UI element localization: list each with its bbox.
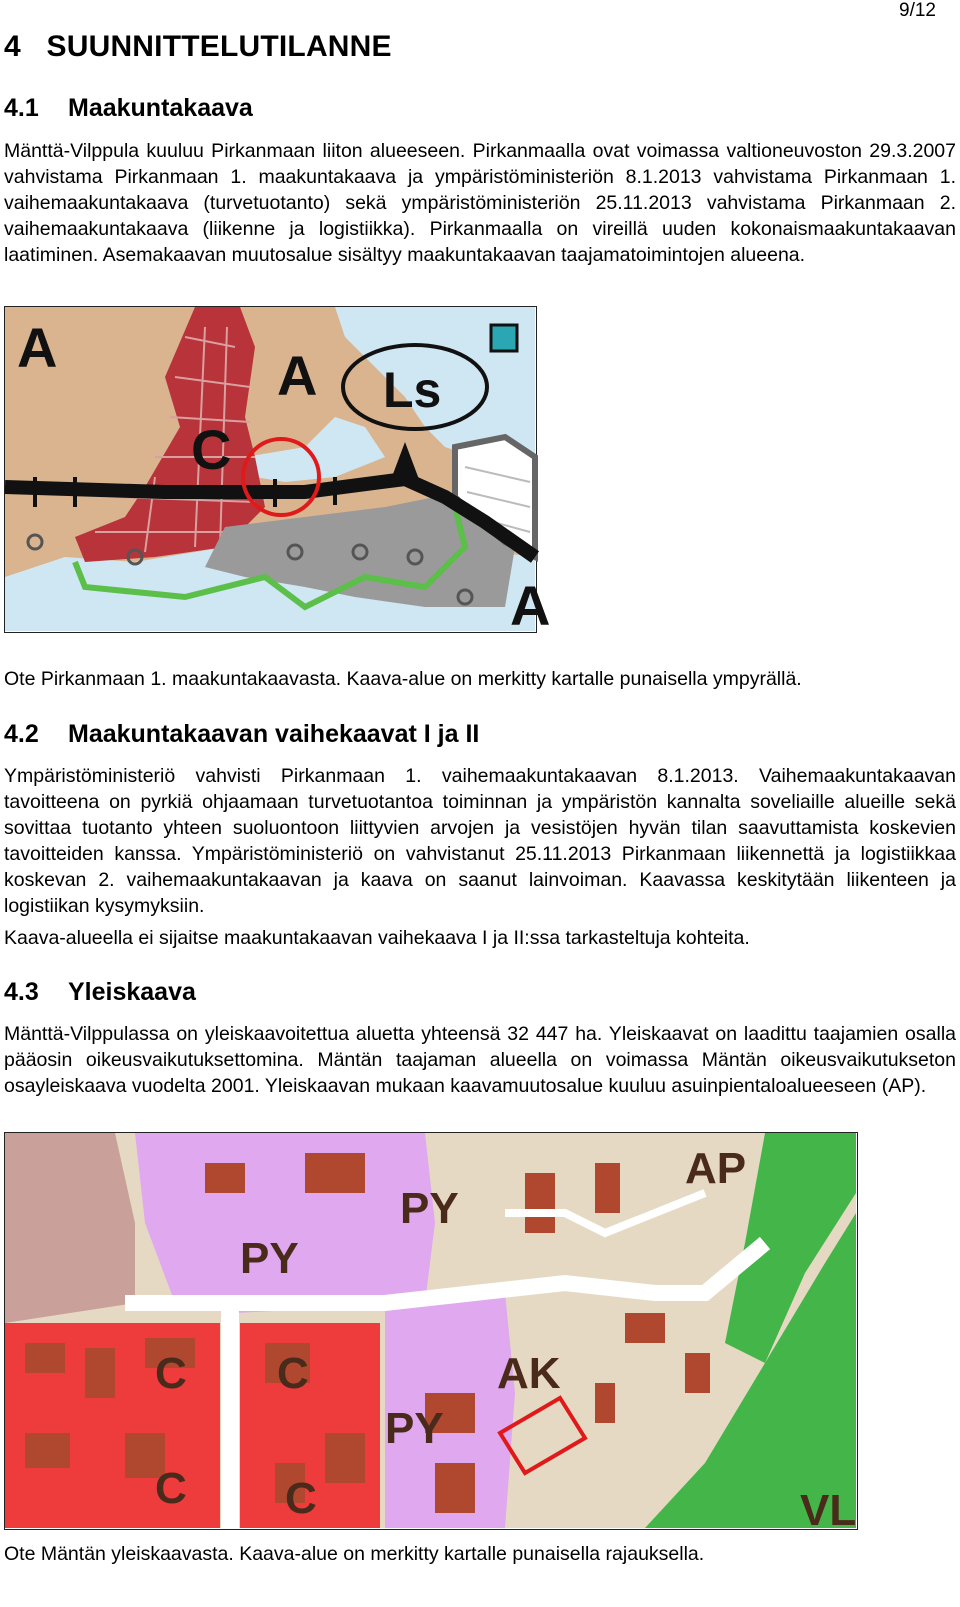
heading-4-3-number: 4.3: [4, 978, 39, 1006]
paragraph-4-3: Mänttä-Vilppulassa on yleiskaavoitettua aluetta yhteensä 32 447 ha. Yleiskaavat on laadittu taajamien osalla pääosin oikeusvaikutuksettomina. Mäntän taajaman alueella on voimassa Mäntän oikeusvaikutukseton osayleiskaava vuodelta 2001. Yleiskaavan mukaan kaavamuutosalue kuuluu asuinpientaloalueeseen (AP).: [4, 1023, 956, 1097]
heading-4-1-number: 4.1: [4, 94, 39, 122]
paragraph-4-2: Ympäristöministeriö vahvisti Pirkanmaan 1. vaihemaakuntakaavan 8.1.2013. Vaihemaakuntakaavan tavoitteena on pyrkiä ohjaamaan turvetuotantoa toiminnan ja ympäristön kannalta soveliaille alueille sekä sovittaa tuotanto yhteen suoluontoon liittyvien arvojen ja vesistöjen hyvän tilan saavuttamista koskevien tavoitteiden kanssa. Ympäristöministeriö on vahvistanut 25.11.2013 Pirkanmaan liikennettä ja logistiikkaa koskevan 2. vaihemaakuntakaavan ja kaava on saanut lainvoiman. Kaavassa keskitytään liikenteen ja logistiikan kysymyksiin.: [4, 765, 956, 917]
map-label-c: C: [155, 1349, 187, 1398]
map-label-ap: AP: [685, 1144, 747, 1193]
map-label-ak: AK: [497, 1349, 561, 1398]
map-label-a: A: [277, 344, 318, 407]
heading-4-3: [4, 978, 196, 1007]
public-area-north: [135, 1133, 435, 1313]
master-plan-map: [4, 1132, 858, 1535]
heading-4-2-title: Maakuntakaavan vaihekaavat I ja II: [68, 720, 480, 748]
caption-4-1: Ote Pirkanmaan 1. maakuntakaavasta. Kaava-alue on merkitty kartalle punaisella ympyrällä.: [4, 668, 802, 690]
main-heading-title: SUUNNITTELUTILANNE: [46, 30, 392, 63]
teal-symbol: [491, 325, 517, 351]
map-label-py: PY: [400, 1184, 459, 1233]
mixed-area-west: [5, 1133, 135, 1323]
map-label-vl: VL: [800, 1486, 857, 1535]
main-heading: [4, 30, 392, 64]
heading-4-3-title: Yleiskaava: [68, 978, 196, 1006]
regional-plan-map: [4, 306, 551, 637]
main-heading-number: 4: [4, 30, 21, 63]
page-number: 9/12: [899, 0, 936, 21]
heading-4-2: [4, 720, 479, 749]
caption-4-3: Ote Mäntän yleiskaavasta. Kaava-alue on merkitty kartalle punaisella rajauksella.: [4, 1543, 705, 1565]
heading-4-2-number: 4.2: [4, 720, 39, 748]
map-label-a: A: [510, 574, 551, 637]
map-label-ls: Ls: [383, 362, 442, 418]
map-label-c: C: [277, 1349, 309, 1398]
paragraph-4-2-note: Kaava-alueella ei sijaitse maakuntakaavan vaihekaava I ja II:ssa tarkasteltuja kohteita.: [4, 927, 750, 949]
map-label-c: C: [191, 418, 232, 481]
map-label-py: PY: [240, 1234, 299, 1283]
map-label-py: PY: [385, 1404, 444, 1453]
map-label-c: C: [155, 1464, 187, 1513]
heading-4-1: [4, 94, 253, 123]
map-label-c: C: [285, 1474, 317, 1523]
heading-4-1-title: Maakuntakaava: [68, 94, 253, 122]
paragraph-4-1: Mänttä-Vilppula kuuluu Pirkanmaan liiton alueeseen. Pirkanmaalla ovat voimassa valtioneuvoston 29.3.2007 vahvistama Pirkanmaan 1. maakuntakaava ja ympäristöministeriön 8.1.2013 vahvistama Pirkanmaan 1. vaihemaakuntakaava (turvetuotanto) sekä ympäristöministeriön 25.11.2013 vahvistama Pirkanmaan 2. vaihemaakuntakaava (liikenne ja logistiikka). Pirkanmaalla on vireillä uuden kokonaismaakuntakaavan laatiminen. Asemakaavan muutosalue sisältyy maakuntakaavan taajamatoimintojen alueena.: [4, 140, 956, 266]
map-label-a: A: [17, 316, 58, 379]
